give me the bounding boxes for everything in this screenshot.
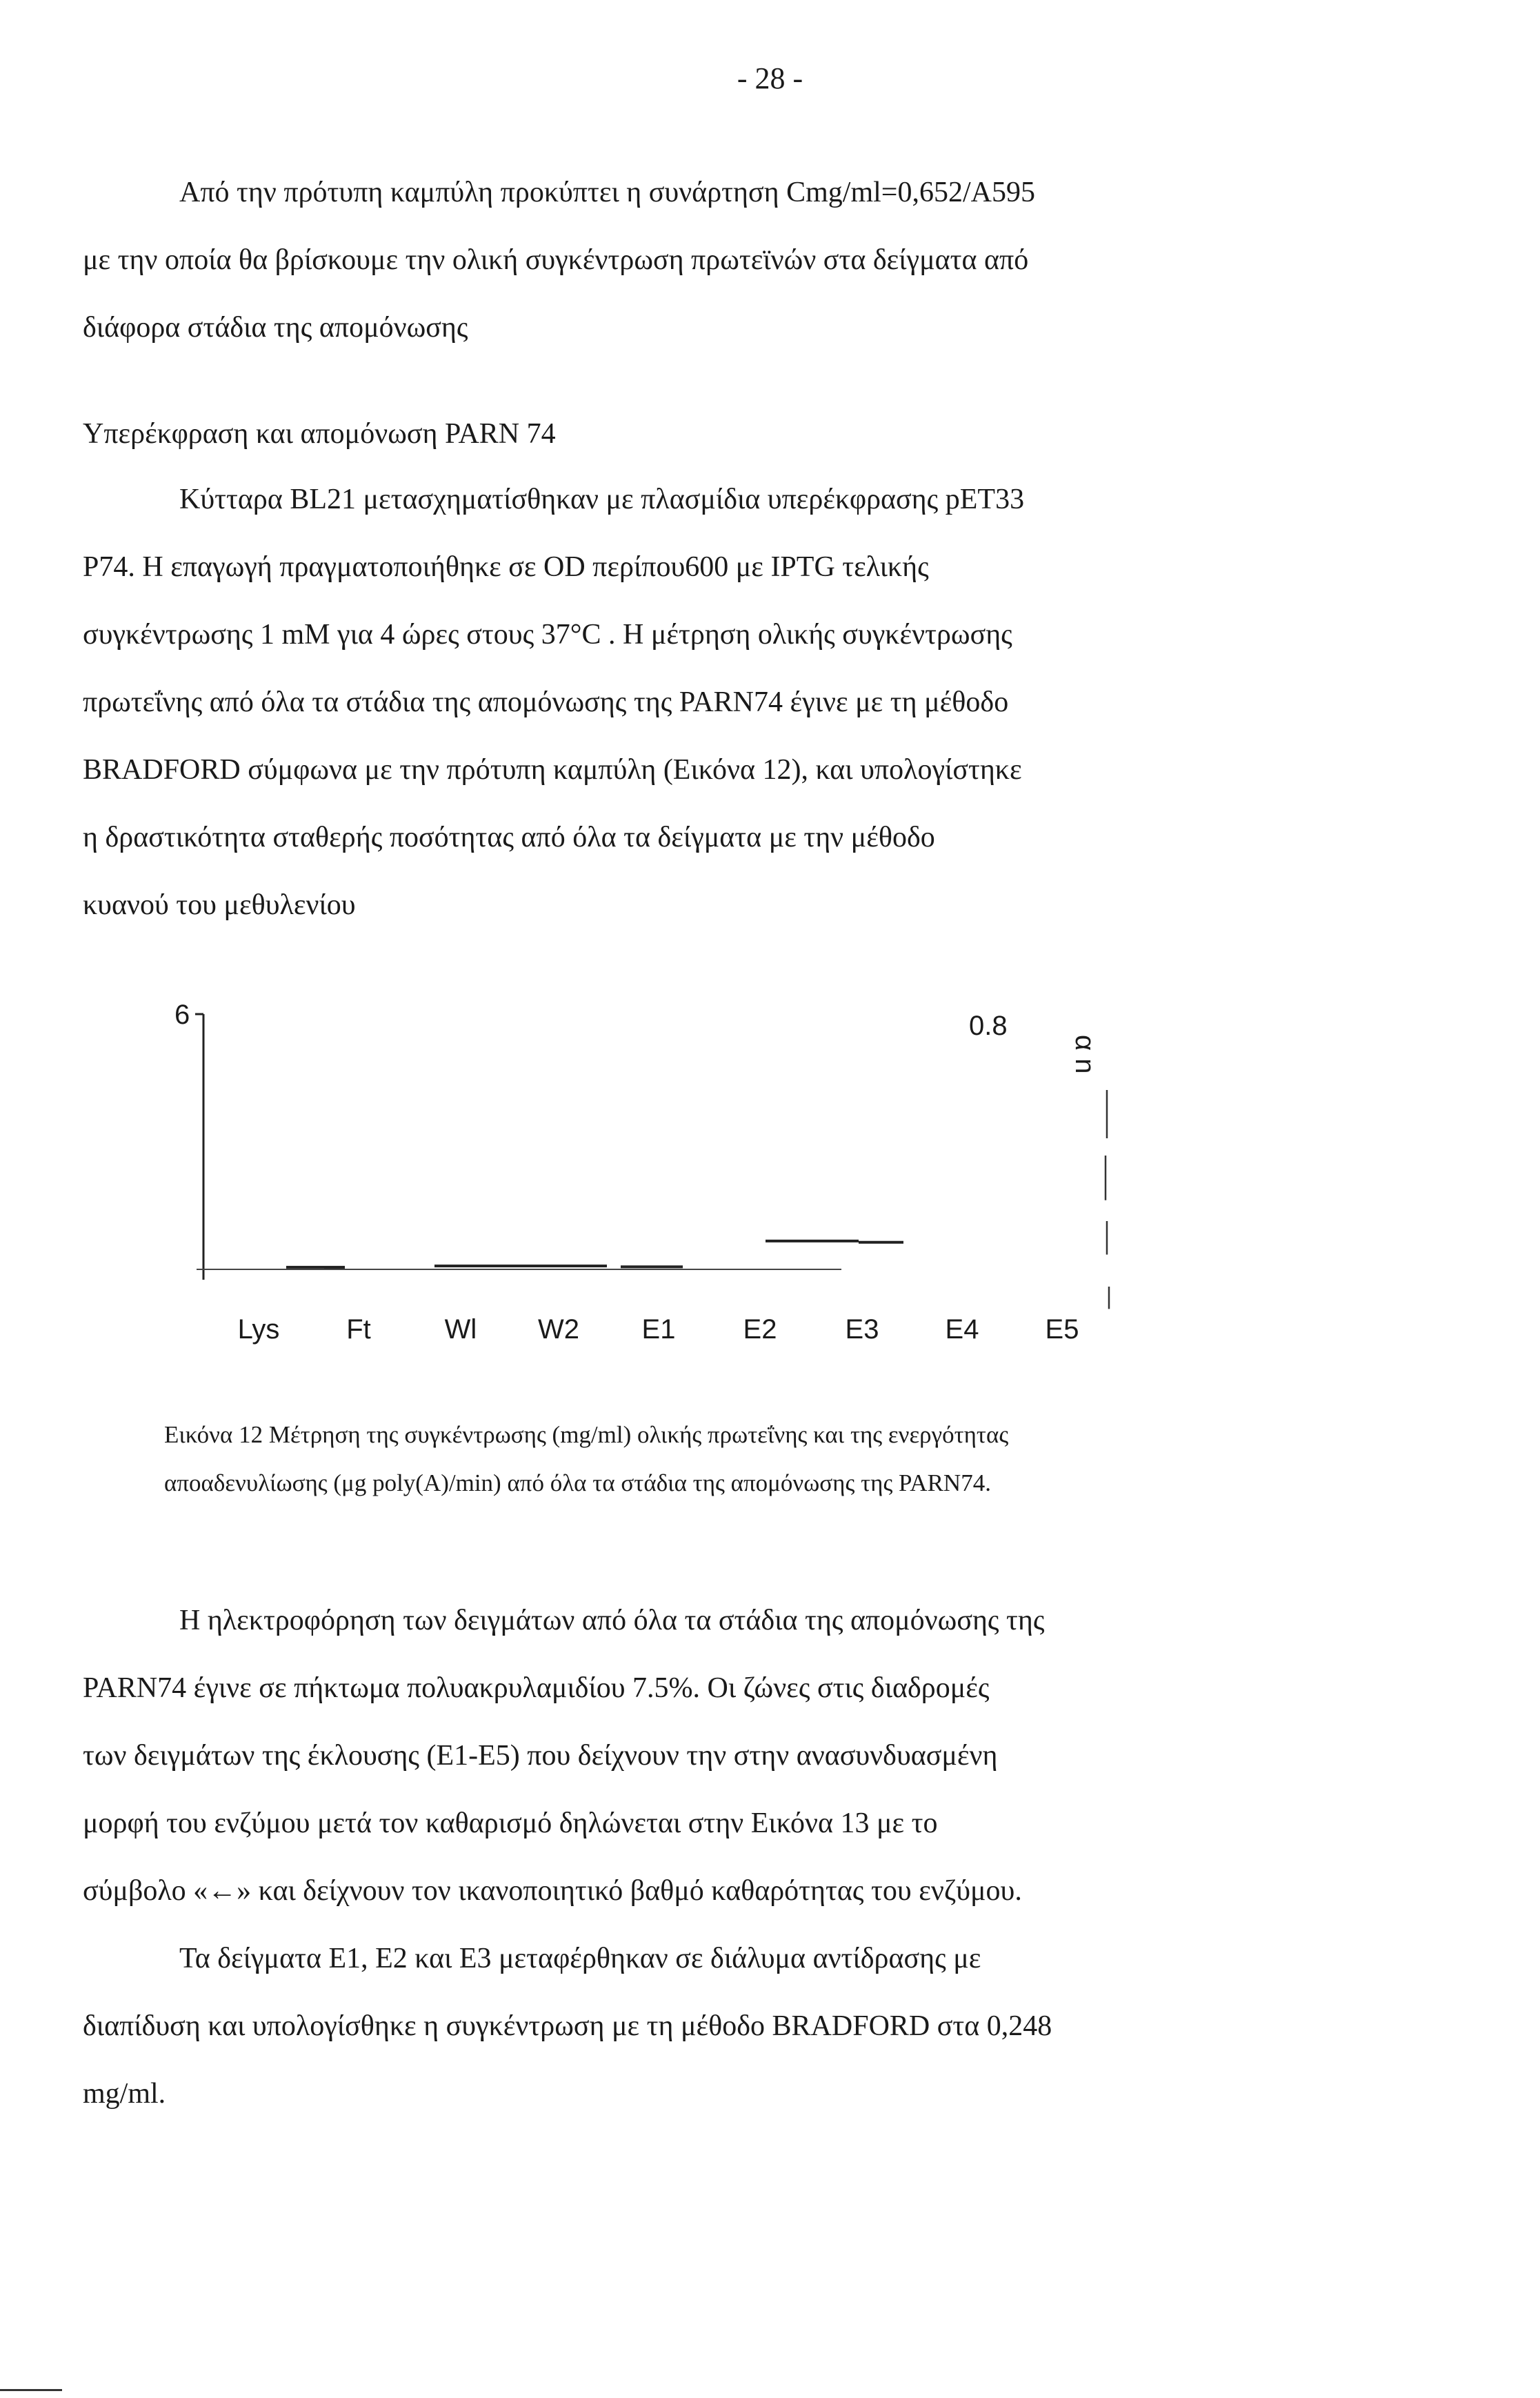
left-axis-top-tick-label: 6 — [174, 1000, 190, 1030]
text-line: Κύτταρα BL21 μετασχηματίσθηκαν με πλασμίδια υπερέκφρασης pET33 — [179, 484, 1025, 515]
text-line: των δειγμάτων της έκλουσης (Ε1-Ε5) που δείχνουν την στην ανασυνδυασμένη — [83, 1740, 998, 1772]
bar — [859, 1241, 903, 1244]
text-line: συγκέντρωσης 1 mM για 4 ώρες στους 37°C . Η μέτρηση ολικής συγκέντρωσης — [83, 619, 1012, 651]
paragraph-expression — [83, 466, 1262, 939]
text-line: κυανού του μεθυλενίου — [83, 889, 356, 921]
text-line: η δραστικότητα σταθερής ποσότητας από όλα τα δείγματα με την μέθοδο — [83, 822, 935, 853]
text-line: PARN74 έγινε σε πήκτωμα πολυακρυλαμιδίου 7.5%. Οι ζώνες στις διαδρομές — [83, 1672, 990, 1704]
category-label: Wl — [444, 1314, 477, 1345]
footer-rule — [0, 2389, 62, 2391]
category-label: W2 — [538, 1314, 579, 1345]
chart-bars — [286, 1090, 1109, 1309]
text-line: σύμβολο «←» και δείχνουν τον ικανοποιητικό βαθμό καθαρότητας του ενζύμου. — [83, 1875, 1022, 1907]
category-label: E1 — [641, 1314, 676, 1345]
caption-text: αποαδενυλίωσης (μg poly(A)/min) από όλα τα στάδια της απομόνωσης της PARN74. — [164, 1469, 991, 1496]
text-line: Τα δείγματα Ε1, Ε2 και Ε3 μεταφέρθηκαν σε διάλυμα αντίδρασης με — [179, 1943, 981, 1974]
text-line: BRADFORD σύμφωνα με την πρότυπη καμπύλη (Εικόνα 12), και υπολογίστηκε — [83, 754, 1022, 786]
right-axis-label: α n — [1070, 1035, 1100, 1074]
bar — [324, 1266, 345, 1269]
bar — [766, 1240, 859, 1242]
category-label: E3 — [845, 1314, 879, 1345]
bar — [531, 1265, 607, 1267]
bar — [434, 1265, 531, 1267]
caption-text: Μέτρηση της συγκέντρωσης (mg/ml) ολικής πρωτεΐνης και της ενεργότητας — [268, 1421, 1009, 1448]
text-line: με την οποία θα βρίσκουμε την ολική συγκέντρωση πρωτεϊνών στα δείγματα από — [83, 244, 1029, 276]
bar — [621, 1265, 683, 1268]
text-line: διάφορα στάδια της απομόνωσης — [83, 312, 468, 344]
caption-label: Εικόνα 12 — [164, 1421, 263, 1448]
category-label: Ft — [346, 1314, 371, 1345]
category-label: Lys — [237, 1314, 280, 1345]
text-line: διαπίδυση και υπολογίσθηκε η συγκέντρωση με τη μέθοδο BRADFORD στα 0,248 — [83, 2010, 1052, 2042]
section-heading: Υπερέκφραση και απομόνωση PARN 74 — [83, 418, 556, 450]
paragraph-electrophoresis — [83, 1587, 1262, 2128]
text-line: P74. Η επαγωγή πραγματοποιήθηκε σε OD περίπου600 με IPTG τελικής — [83, 551, 929, 583]
category-label: E2 — [743, 1314, 777, 1345]
text-line: Από την πρότυπη καμπύλη προκύπτει η συνάρτηση Cmg/ml=0,652/A595 — [179, 177, 1035, 208]
chart-labels — [174, 1000, 1100, 1345]
right-axis-top-tick-label: 0.8 — [969, 1011, 1008, 1041]
figure-12-chart — [138, 993, 1145, 1366]
page-number: - 28 - — [737, 61, 803, 95]
text-line: πρωτεΐνης από όλα τα στάδια της απομόνωσης της PARN74 έγινε με τη μέθοδο — [83, 686, 1009, 718]
text-line: mg/ml. — [83, 2078, 166, 2110]
category-label: E4 — [945, 1314, 979, 1345]
text-line: Η ηλεκτροφόρηση των δειγμάτων από όλα τα στάδια της απομόνωσης της — [179, 1605, 1045, 1636]
chart-axes — [195, 1014, 841, 1280]
paragraph-standard-curve — [83, 159, 1262, 361]
text-line: μορφή του ενζύμου μετά τον καθαρισμό δηλώνεται στην Εικόνα 13 με το — [83, 1807, 938, 1839]
category-label: E5 — [1045, 1314, 1079, 1345]
figure-caption — [164, 1411, 1212, 1507]
